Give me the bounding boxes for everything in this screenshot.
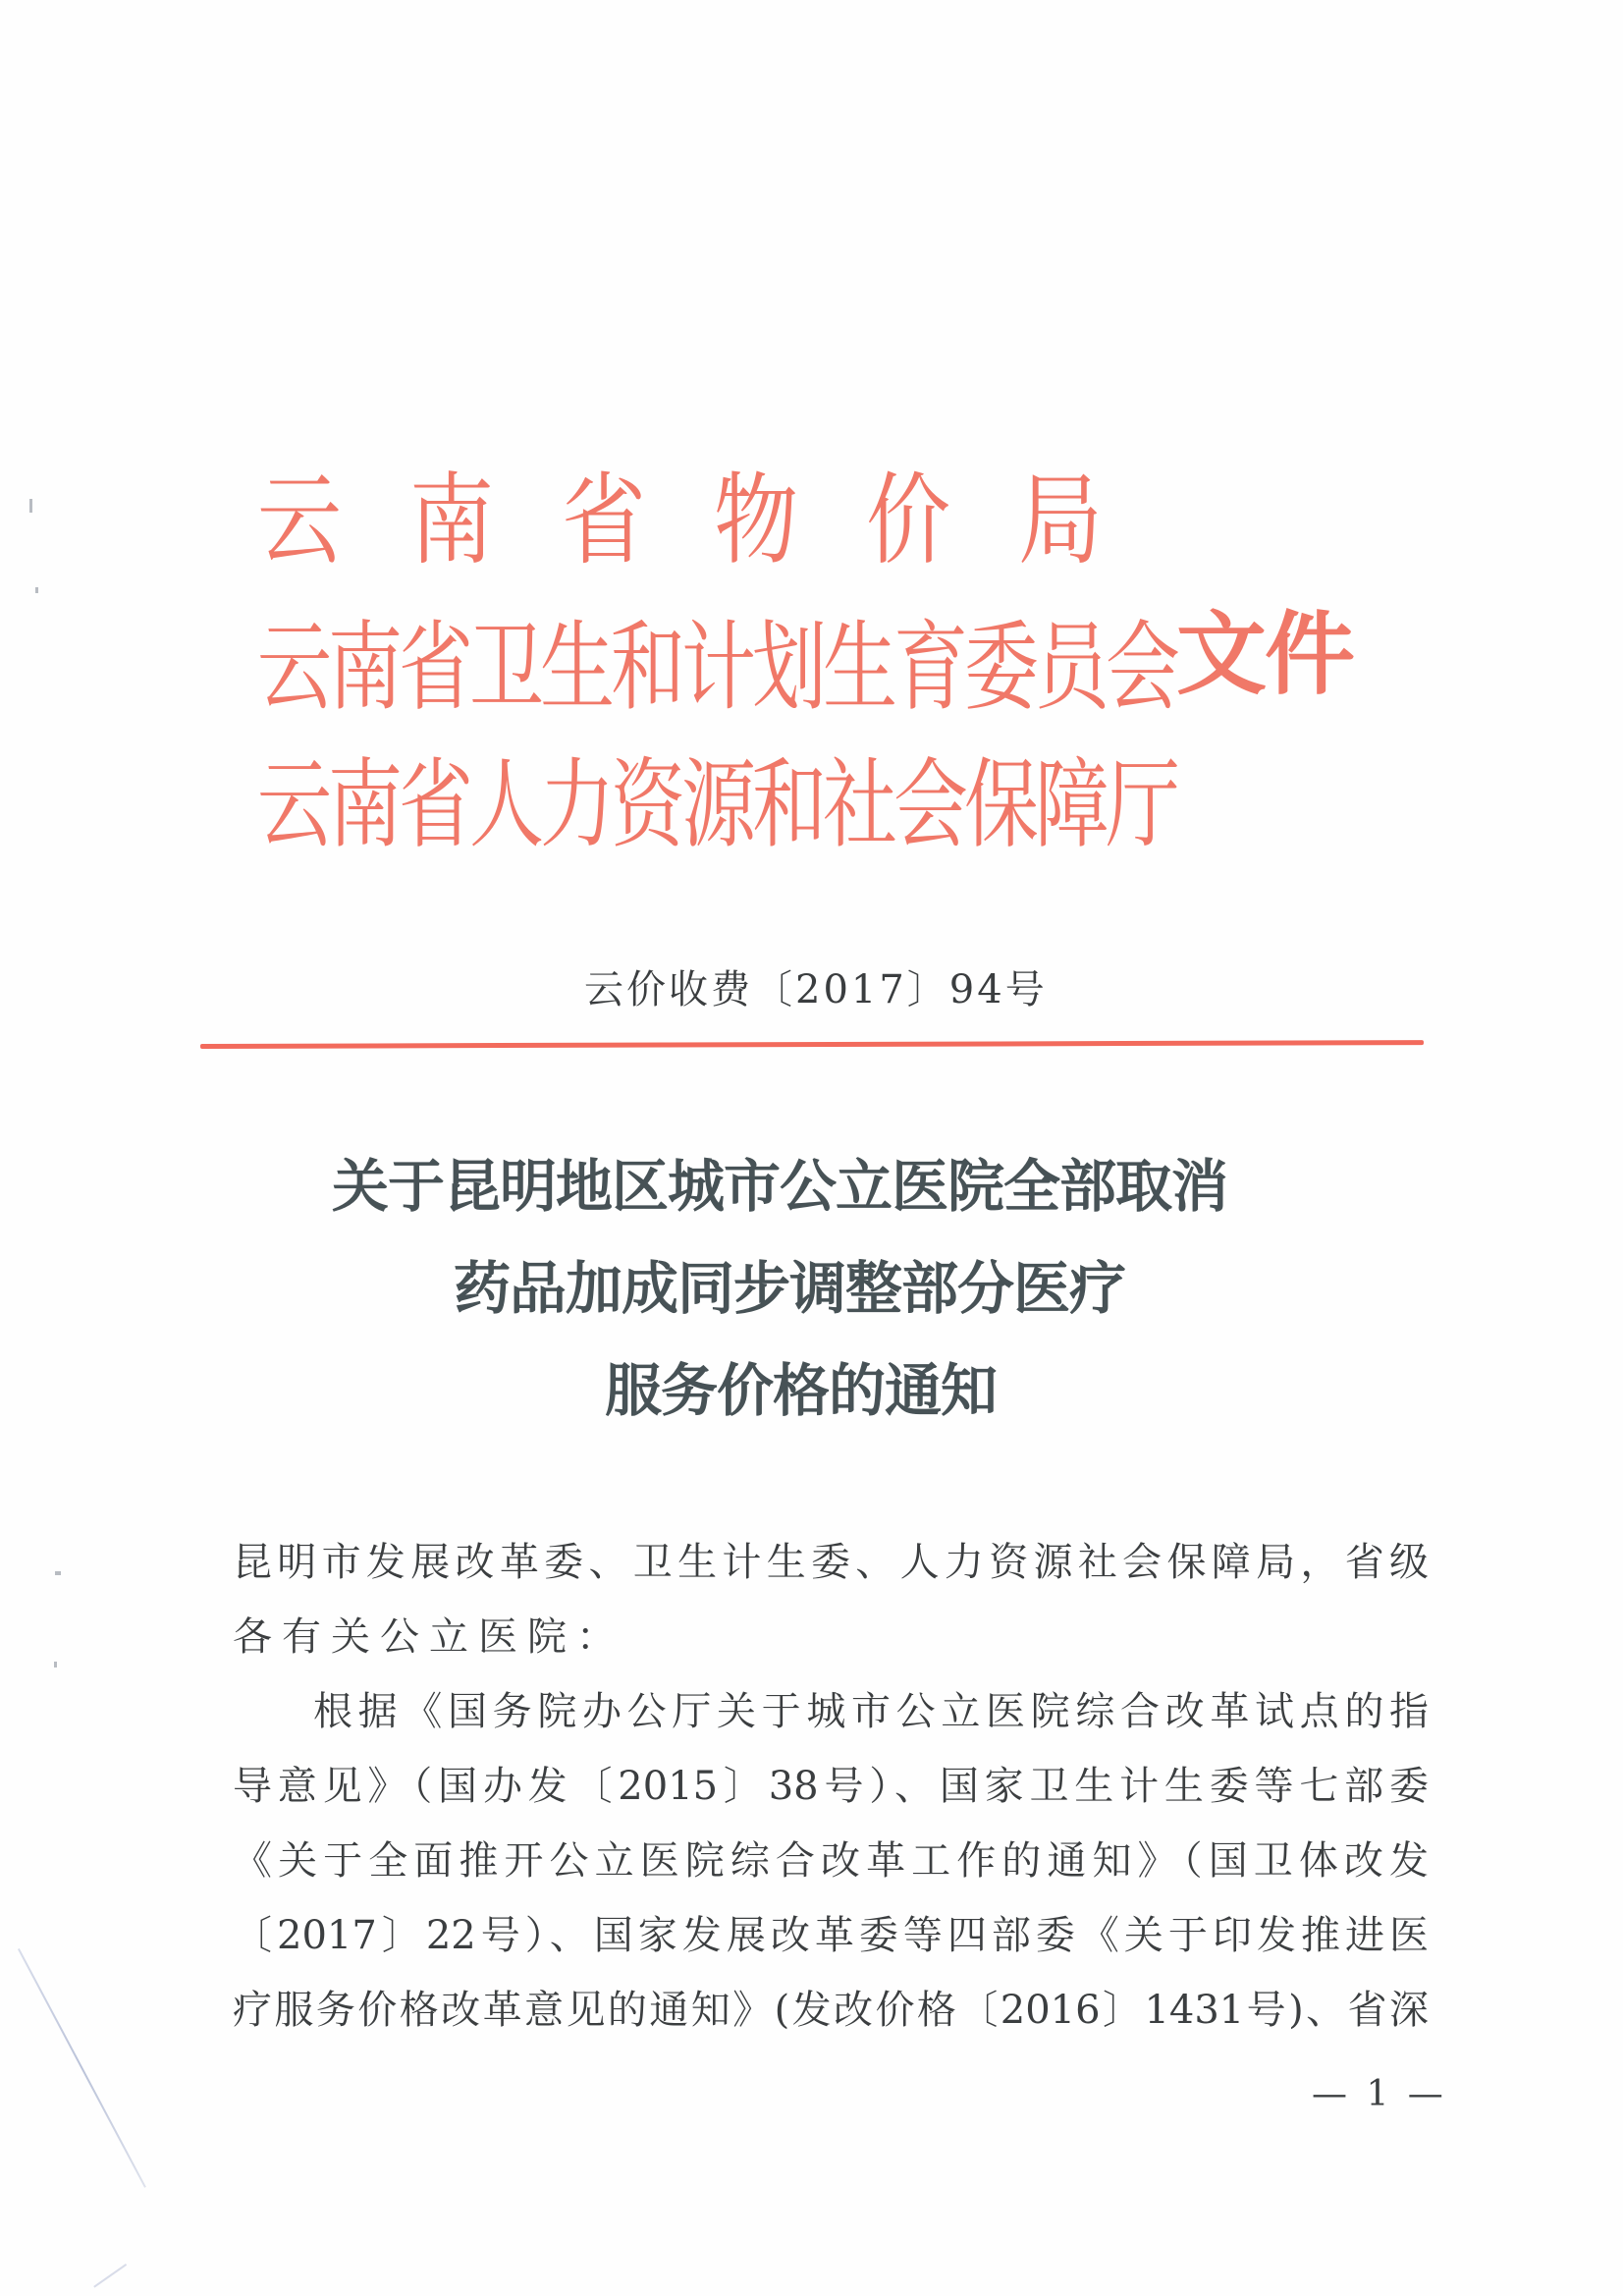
issuer-health-commission: 云南省卫生和计划生育委员会 xyxy=(257,610,1176,724)
document-body xyxy=(233,1525,1429,2048)
masthead-suffix-document: 文件 xyxy=(1176,602,1354,707)
body-line-addressee-cont: 各有关公立医院： xyxy=(233,1614,625,1660)
scan-speck xyxy=(54,1662,57,1667)
scan-streak xyxy=(18,1948,146,2188)
body-line: 导意见》（国办发〔2015〕38号）、国家卫生计生委等七部委 xyxy=(233,1764,1429,1809)
scan-speck xyxy=(55,1571,61,1575)
page-number: — 1 — xyxy=(1312,2074,1447,2114)
scan-streak xyxy=(93,2264,127,2288)
red-divider xyxy=(200,1040,1424,1049)
body-line: 《关于全面推开公立医院综合改革工作的通知》（国卫体改发 xyxy=(233,1838,1429,1884)
body-line-addressee: 昆明市发展改革委、卫生计生委、人力资源社会保障局，省级 xyxy=(233,1540,1429,1585)
issuer-price-bureau: 云南省物价局 xyxy=(257,463,1170,579)
title-line-1: 关于昆明地区城市公立医院全部取消 xyxy=(332,1153,1228,1220)
body-line-paragraph-start: 根据《国务院办公厅关于城市公立医院综合改革试点的指 xyxy=(313,1689,1429,1734)
issuer-hr-social-security: 云南省人力资源和社会保障厅 xyxy=(257,747,1176,861)
scan-speck xyxy=(29,499,32,513)
body-line: 疗服务价格改革意见的通知》(发改价格〔2016〕1431号)、省深 xyxy=(233,1988,1429,2033)
title-line-3: 服务价格的通知 xyxy=(605,1357,998,1424)
document-number: 云价收费〔2017〕94号 xyxy=(584,967,1048,1012)
scan-speck xyxy=(35,587,38,593)
body-line: 〔2017〕22号）、国家发展改革委等四部委《关于印发推进医 xyxy=(233,1913,1429,1958)
title-line-2: 药品加成同步调整部分医疗 xyxy=(454,1255,1126,1322)
